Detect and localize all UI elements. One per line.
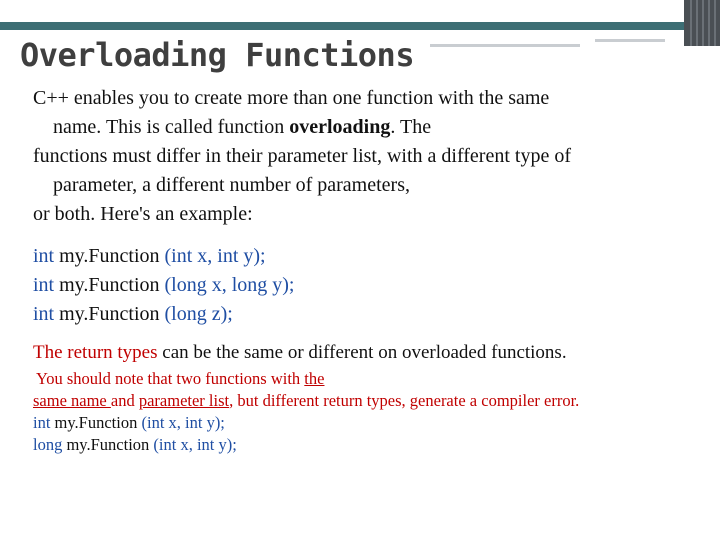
- error-code-line-1: int my.Function (int x, int y);: [33, 413, 225, 432]
- top-bar-stripes: [690, 0, 718, 46]
- code-line-1: int my.Function (int x, int y);: [33, 245, 266, 267]
- title-underline-2: [595, 39, 665, 42]
- code-line-2: int my.Function (long x, long y);: [33, 274, 295, 296]
- slide-title: Overloading Functions: [20, 36, 415, 74]
- top-bar-teal: [0, 22, 695, 30]
- compiler-error-note-line-2: same name and parameter list, but different return types, generate a compiler error.: [33, 391, 580, 410]
- intro-line-3: functions must differ in their parameter list, with a different type of: [33, 145, 571, 167]
- error-code-line-2: long my.Function (int x, int y);: [33, 435, 237, 454]
- return-types-note: The return types can be the same or different on overloaded functions.: [33, 342, 567, 363]
- title-underline-1: [430, 44, 580, 47]
- intro-line-2: name. This is called function overloading. The: [53, 116, 432, 138]
- intro-line-4: parameter, a different number of parameters,: [53, 174, 410, 196]
- intro-line-1: C++ enables you to create more than one function with the same: [33, 87, 550, 109]
- code-example: [33, 242, 713, 329]
- intro-paragraph: [33, 84, 713, 229]
- title-stripe: [425, 30, 585, 35]
- slide-body: [33, 84, 713, 456]
- compiler-error-note-line-1: You should note that two functions with the: [36, 369, 325, 388]
- keyword-overloading: overloading: [289, 116, 391, 138]
- intro-line-5: or both. Here's an example:: [33, 203, 253, 225]
- code-line-3: int my.Function (long z);: [33, 303, 233, 325]
